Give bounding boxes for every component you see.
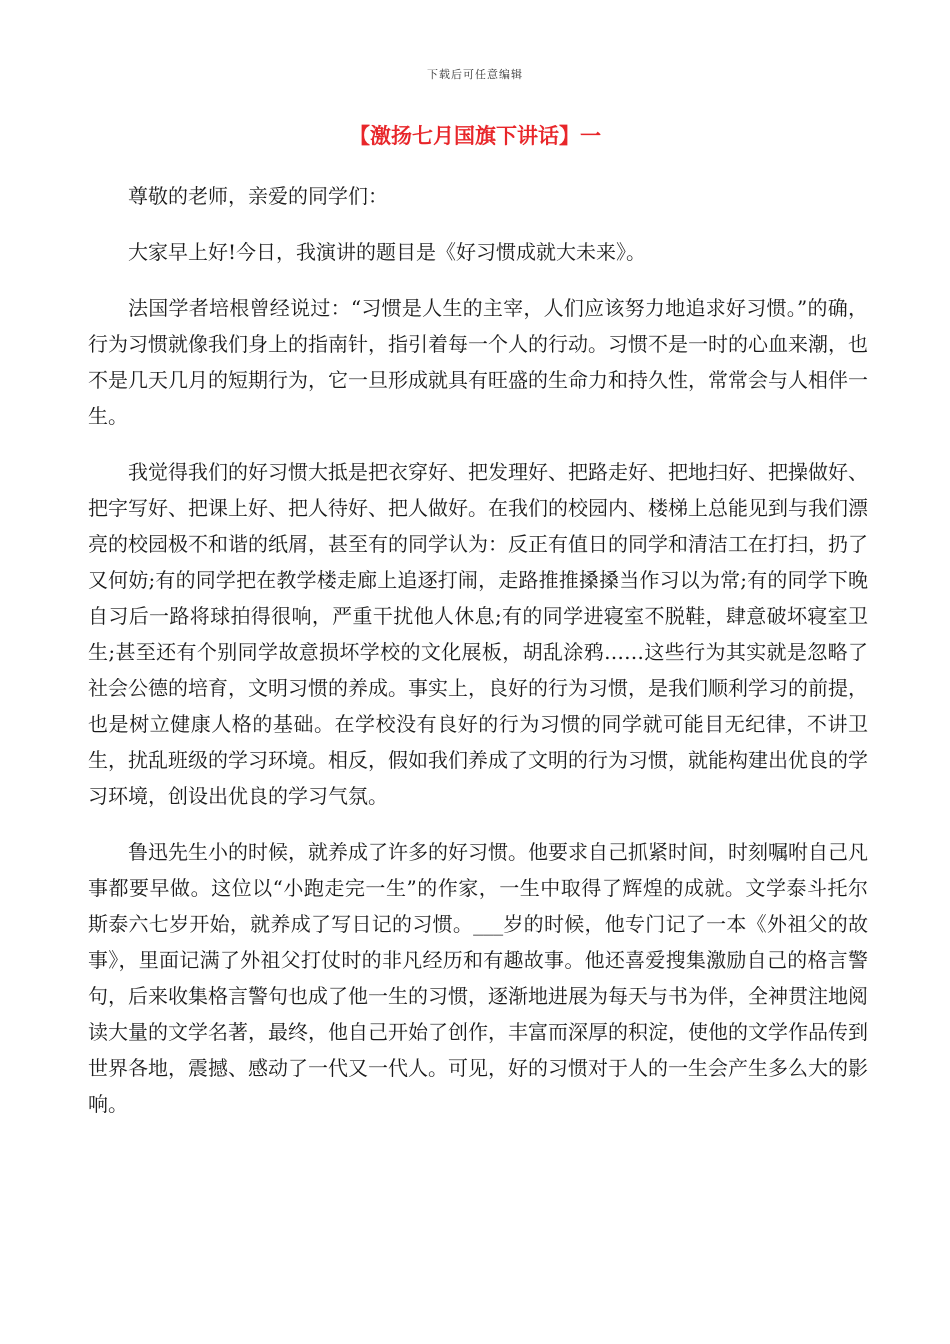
document-body	[88, 178, 868, 1142]
header-note: 下载后可任意编辑	[427, 68, 523, 81]
document-title: 【激扬七月国旗下讲话】一	[349, 124, 601, 148]
paragraph-greeting: 大家早上好!今日，我演讲的题目是《好习惯成就大未来》。	[128, 240, 647, 264]
paragraph-examples: 鲁迅先生小的时候，就养成了许多的好习惯。他要求自己抓紧时间，时刻嘱咐自己凡事都要早做。这位以“小跑走完一生”的作家，一生中取得了辉煌的成就。文学泰斗托尔斯泰六七岁开始，就养成了写日记的习惯。___岁的时候，他专门记了一本《外祖父的故事》，里面记满了外祖父打仗时的非凡经历和有趣故事。他还喜爱搜集激励自己的格言警句，后来收集格言警句也成了他一生的习惯，逐渐地进展为每天与书为伴，全神贯注地阅读大量的文学名著，最终，他自己开始了创作，丰富而深厚的积淀，使他的文学作品传到世界各地，震撼、感动了一代又一代人。可见，好的习惯对于人的一生会产生多么大的影响。	[88, 840, 868, 1116]
paragraph-bacon-quote: 法国学者培根曾经说过：“习惯是人生的主宰，人们应该努力地追求好习惯。”的确，行为习惯就像我们身上的指南针，指引着每一个人的行动。习惯不是一时的心血来潮，也不是几天几月的短期行为，它一旦形成就具有旺盛的生命力和持久性，常常会与人相伴一生。	[88, 296, 868, 428]
paragraph-salutation: 尊敬的老师，亲爱的同学们：	[128, 184, 388, 208]
paragraph-good-habits: 我觉得我们的好习惯大抵是把衣穿好、把发理好、把路走好、把地扫好、把操做好、把字写好、把课上好、把人待好、把人做好。在我们的校园内、楼梯上总能见到与我们漂亮的校园极不和谐的纸屑，甚至有的同学认为：反正有值日的同学和清洁工在打扫，扔了又何妨;有的同学把在教学楼走廊上追逐打闹，走路推推搡搡当作习以为常;有的同学下晚自习后一路将球拍得很响，严重干扰他人休息;有的同学进寝室不脱鞋，肆意破坏寝室卫生;甚至还有个别同学故意损坏学校的文化展板，胡乱涂鸦……这些行为其实就是忽略了社会公德的培育，文明习惯的养成。事实上，良好的行为习惯，是我们顺利学习的前提，也是树立健康人格的基础。在学校没有良好的行为习惯的同学就可能目无纪律，不讲卫生，扰乱班级的学习环境。相反，假如我们养成了文明的行为习惯，就能构建出优良的学习环境，创设出优良的学习气氛。	[88, 460, 868, 808]
